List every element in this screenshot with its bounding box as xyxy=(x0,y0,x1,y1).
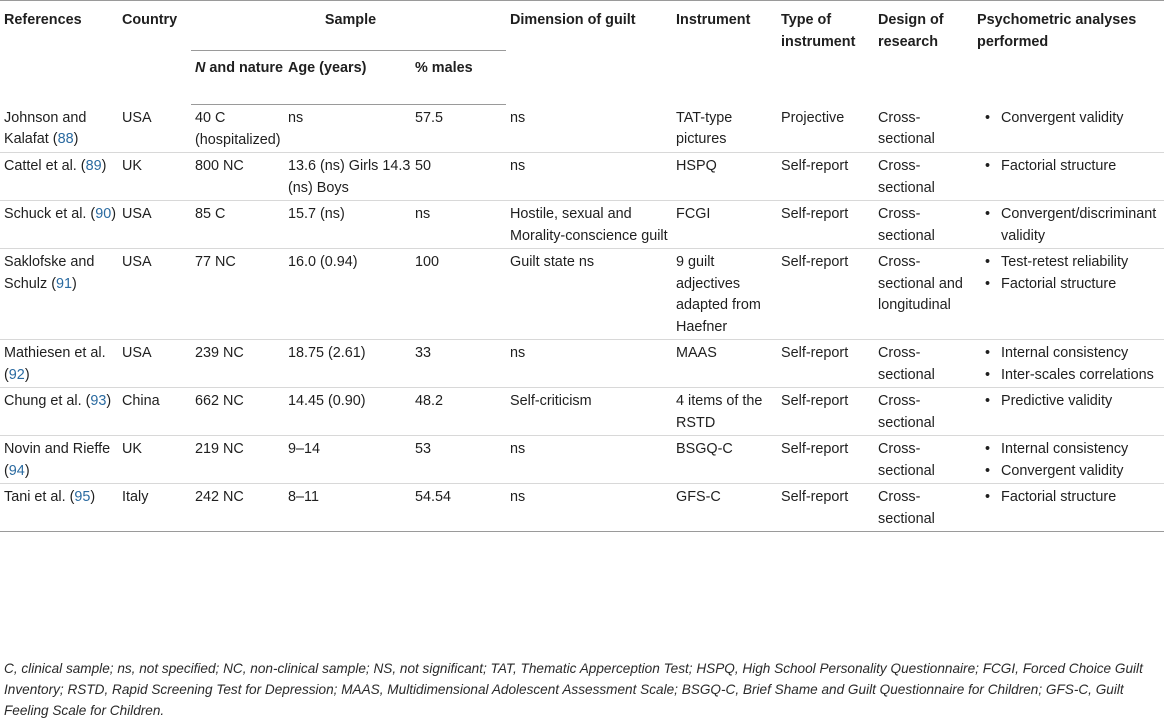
cell-males: 50 xyxy=(411,153,506,201)
analysis-item: • Factorial structure xyxy=(1001,156,1164,178)
analyses-list xyxy=(977,391,1164,413)
reference-text: Mathiesen et al. ( xyxy=(4,345,106,383)
reference-text: Schuck et al. ( xyxy=(4,206,96,222)
cell-design: Cross-sectional xyxy=(874,388,973,436)
analyses-list xyxy=(977,343,1164,386)
reference-link[interactable]: 93 xyxy=(90,393,107,409)
cell-type: Projective xyxy=(777,105,874,153)
cell-country: UK xyxy=(118,153,191,201)
cell-country: Italy xyxy=(118,484,191,532)
analysis-item: • Internal consistency xyxy=(1001,439,1164,461)
cell-instrument: 9 guilt adjectives adapted from Haefner xyxy=(672,249,777,340)
cell-reference xyxy=(0,340,118,388)
analysis-item: • Inter-scales correlations xyxy=(1001,365,1164,387)
reference-text: Tani et al. ( xyxy=(4,489,75,505)
cell-design: Cross-sectional xyxy=(874,201,973,249)
cell-dimension: Hostile, sexual and Morality-conscience guilt xyxy=(506,201,672,249)
reference-text: Johnson and Kalafat ( xyxy=(4,109,87,147)
cell-males: 48.2 xyxy=(411,388,506,436)
cell-analyses xyxy=(973,436,1164,484)
reference-link[interactable]: 89 xyxy=(85,158,102,174)
cell-dimension: ns xyxy=(506,340,672,388)
analysis-item: • Convergent validity xyxy=(1001,108,1164,130)
cell-instrument: GFS-C xyxy=(672,484,777,532)
cell-analyses xyxy=(973,340,1164,388)
analyses-list xyxy=(977,252,1164,295)
reference-link[interactable]: 90 xyxy=(95,206,112,222)
reference-text: Novin and Rieffe ( xyxy=(4,441,111,479)
header-age: Age (years) xyxy=(284,51,411,105)
analysis-item: • Convergent/discriminant validity xyxy=(1001,204,1164,247)
analyses-list xyxy=(977,487,1164,509)
reference-text: Cattel et al. ( xyxy=(4,158,86,174)
cell-analyses xyxy=(973,153,1164,201)
cell-n: 77 NC xyxy=(191,249,284,340)
analyses-list xyxy=(977,156,1164,178)
reference-close: ) xyxy=(72,275,77,292)
cell-design: Cross-sectional xyxy=(874,436,973,484)
cell-country: USA xyxy=(118,201,191,249)
cell-type: Self-report xyxy=(777,201,874,249)
cell-country: China xyxy=(118,388,191,436)
header-n-italic: N xyxy=(195,60,206,76)
cell-analyses xyxy=(973,201,1164,249)
analyses-list xyxy=(977,204,1164,247)
cell-country: USA xyxy=(118,105,191,153)
cell-n: 800 NC xyxy=(191,153,284,201)
cell-males: 100 xyxy=(411,249,506,340)
analysis-item: • Internal consistency xyxy=(1001,343,1164,365)
cell-country: USA xyxy=(118,249,191,340)
cell-n: 85 C xyxy=(191,201,284,249)
cell-design: Cross-sectional xyxy=(874,105,973,153)
table-row xyxy=(0,340,1164,388)
cell-n: 219 NC xyxy=(191,436,284,484)
cell-design: Cross-sectional xyxy=(874,153,973,201)
header-design: Design of research xyxy=(874,1,973,105)
table-body xyxy=(0,105,1164,532)
table-row xyxy=(0,436,1164,484)
cell-design: Cross-sectional and longitudinal xyxy=(874,249,973,340)
cell-males: 33 xyxy=(411,340,506,388)
cell-design: Cross-sectional xyxy=(874,484,973,532)
cell-reference xyxy=(0,436,118,484)
header-dimension: Dimension of guilt xyxy=(506,1,672,105)
cell-dimension: ns xyxy=(506,484,672,532)
cell-reference xyxy=(0,201,118,249)
analysis-item: • Test-retest reliability xyxy=(1001,252,1164,274)
table-row xyxy=(0,153,1164,201)
header-type: Type of instrument xyxy=(777,1,874,105)
cell-analyses xyxy=(973,249,1164,340)
reference-link[interactable]: 94 xyxy=(8,462,25,479)
cell-age: 16.0 (0.94) xyxy=(284,249,411,340)
cell-males: 53 xyxy=(411,436,506,484)
cell-dimension: ns xyxy=(506,105,672,153)
cell-age: 14.45 (0.90) xyxy=(284,388,411,436)
cell-reference xyxy=(0,249,118,340)
cell-type: Self-report xyxy=(777,484,874,532)
cell-reference xyxy=(0,484,118,532)
reference-close: ) xyxy=(90,489,96,505)
cell-instrument: 4 items of the RSTD xyxy=(672,388,777,436)
cell-instrument: BSGQ-C xyxy=(672,436,777,484)
reference-close: ) xyxy=(24,462,30,479)
analysis-item: • Factorial structure xyxy=(1001,487,1164,509)
cell-n: 239 NC xyxy=(191,340,284,388)
cell-age: 9–14 xyxy=(284,436,411,484)
cell-age: 15.7 (ns) xyxy=(284,201,411,249)
table-row xyxy=(0,249,1164,340)
cell-dimension: Self-criticism xyxy=(506,388,672,436)
analyses-list xyxy=(977,108,1164,130)
analysis-item: • Predictive validity xyxy=(1001,391,1164,413)
cell-country: USA xyxy=(118,340,191,388)
cell-analyses xyxy=(973,105,1164,153)
cell-reference xyxy=(0,105,118,153)
cell-dimension: ns xyxy=(506,153,672,201)
table-row xyxy=(0,388,1164,436)
table-row xyxy=(0,201,1164,249)
header-psychometric: Psychometric analyses performed xyxy=(973,1,1164,105)
cell-males: 57.5 xyxy=(411,105,506,153)
cell-analyses xyxy=(973,388,1164,436)
reference-link[interactable]: 91 xyxy=(55,275,72,292)
analysis-item: • Factorial structure xyxy=(1001,274,1164,296)
cell-reference xyxy=(0,388,118,436)
reference-link[interactable]: 92 xyxy=(8,366,25,383)
reference-text: Chung et al. ( xyxy=(4,393,91,409)
cell-instrument: MAAS xyxy=(672,340,777,388)
cell-type: Self-report xyxy=(777,388,874,436)
header-sample: Sample xyxy=(191,1,506,51)
cell-type: Self-report xyxy=(777,153,874,201)
cell-analyses xyxy=(973,484,1164,532)
reference-link[interactable]: 95 xyxy=(74,489,91,505)
reference-close: ) xyxy=(111,206,116,222)
table-row xyxy=(0,484,1164,532)
cell-design: Cross-sectional xyxy=(874,340,973,388)
cell-type: Self-report xyxy=(777,340,874,388)
cell-n: 242 NC xyxy=(191,484,284,532)
cell-age: 8–11 xyxy=(284,484,411,532)
reference-close: ) xyxy=(24,366,30,383)
cell-instrument: HSPQ xyxy=(672,153,777,201)
header-n-rest: and nature xyxy=(205,60,283,76)
cell-instrument: FCGI xyxy=(672,201,777,249)
cell-n: 662 NC xyxy=(191,388,284,436)
cell-age: ns xyxy=(284,105,411,153)
cell-reference xyxy=(0,153,118,201)
cell-males: ns xyxy=(411,201,506,249)
header-males: % males xyxy=(411,51,506,105)
cell-type: Self-report xyxy=(777,249,874,340)
reference-close: ) xyxy=(101,158,107,174)
cell-instrument: TAT-type pictures xyxy=(672,105,777,153)
cell-type: Self-report xyxy=(777,436,874,484)
cell-country: UK xyxy=(118,436,191,484)
cell-males: 54.54 xyxy=(411,484,506,532)
table-footnote: C, clinical sample; ns, not specified; NC, non-clinical sample; NS, not significant; TAT, Thematic Apperception Test; HSPQ, High School Personality Questionnaire; FCGI, Forced Choice Guilt Inventory; RSTD, Rapid Screening Test for Depression; MAAS, Multidimensional Adolescent Assessment Scale; BSGQ-C, Brief Shame and Guilt Questionnaire for Children; GFS-C, Guilt Feeling Scale for Children. xyxy=(4,661,1143,718)
reference-link[interactable]: 88 xyxy=(57,131,74,147)
analyses-list xyxy=(977,439,1164,482)
cell-dimension: ns xyxy=(506,436,672,484)
cell-age: 18.75 (2.61) xyxy=(284,340,411,388)
cell-dimension: Guilt state ns xyxy=(506,249,672,340)
reference-close: ) xyxy=(73,131,79,147)
analysis-item: • Convergent validity xyxy=(1001,461,1164,483)
cell-n: 40 C (hospitalized) xyxy=(191,105,284,153)
header-instrument: Instrument xyxy=(672,1,777,105)
reference-close: ) xyxy=(106,393,112,409)
table-row xyxy=(0,105,1164,153)
header-country: Country xyxy=(118,1,191,105)
header-n-nature xyxy=(191,51,284,105)
reference-text: Saklofske and Schulz ( xyxy=(4,254,95,292)
header-references: References xyxy=(0,1,118,105)
cell-age: 13.6 (ns) Girls 14.3 (ns) Boys xyxy=(284,153,411,201)
